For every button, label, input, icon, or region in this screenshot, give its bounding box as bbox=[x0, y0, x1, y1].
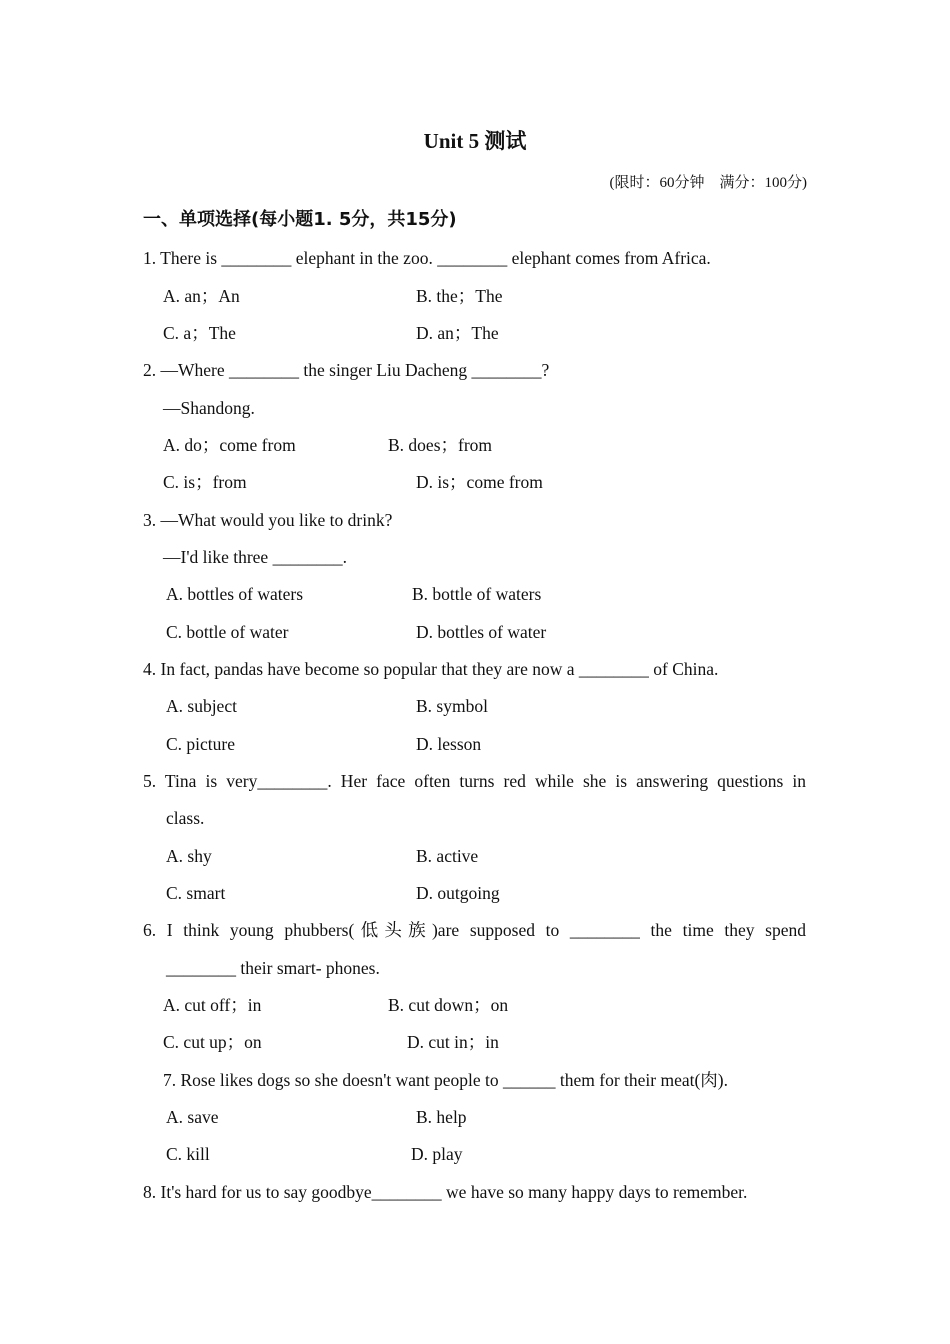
option-d: D. outgoing bbox=[416, 883, 500, 903]
option-a: A. bottles of waters bbox=[166, 584, 304, 604]
section-heading: 一、单项选择(每小题1. 5分，共15分) bbox=[143, 209, 457, 230]
question-stem: 4. In fact, pandas have become so popular that they are now a ________ of China. bbox=[143, 659, 719, 679]
option-c: C. cut up；on bbox=[163, 1032, 262, 1052]
question-stem: 8. It's hard for us to say goodbye________ we have so many happy days to remember. bbox=[143, 1182, 748, 1202]
option-c: C. bottle of water bbox=[166, 622, 289, 642]
option-d: D. lesson bbox=[416, 734, 482, 754]
question-stem: 3. —What would you like to drink? bbox=[143, 510, 393, 530]
question-stem: 6. I think young phubbers(低头族)are supposed to ________ the time they spend bbox=[143, 920, 806, 940]
option-b: B. help bbox=[416, 1107, 467, 1127]
question-stem-continued: class. bbox=[166, 808, 205, 828]
question-answer-line: —I'd like three ________. bbox=[163, 547, 347, 567]
page-title: Unit 5 测试 bbox=[423, 129, 527, 153]
option-c: C. kill bbox=[166, 1144, 210, 1164]
option-c: C. a；The bbox=[163, 323, 236, 343]
question-stem: 5. Tina is very________. Her face often turns red while she is answering questions in bbox=[143, 771, 806, 791]
option-d: D. bottles of water bbox=[416, 622, 547, 642]
option-c: C. smart bbox=[166, 883, 226, 903]
option-b: B. active bbox=[416, 846, 479, 866]
option-c: C. picture bbox=[166, 734, 236, 754]
option-a: A. an；An bbox=[163, 286, 240, 306]
option-a: A. subject bbox=[166, 696, 237, 716]
question-stem: 1. There is ________ elephant in the zoo. ________ elephant comes from Africa. bbox=[143, 248, 711, 268]
option-d: D. cut in；in bbox=[407, 1032, 499, 1052]
option-b: B. bottle of waters bbox=[412, 584, 542, 604]
option-c: C. is；from bbox=[163, 472, 247, 492]
option-a: A. cut off；in bbox=[163, 995, 262, 1015]
option-b: B. does；from bbox=[388, 435, 493, 455]
option-a: A. save bbox=[166, 1107, 219, 1127]
option-b: B. symbol bbox=[416, 696, 488, 716]
option-d: D. an；The bbox=[416, 323, 499, 343]
question-stem-continued: ________ their smart- phones. bbox=[166, 958, 380, 978]
question-stem: 7. Rose likes dogs so she doesn't want people to ______ them for their meat(肉). bbox=[163, 1070, 728, 1090]
option-b: B. cut down；on bbox=[388, 995, 509, 1015]
question-stem: 2. —Where ________ the singer Liu Dacheng ________? bbox=[143, 360, 550, 380]
time-score-info: (限时：60分钟 满分：100分) bbox=[609, 175, 807, 191]
option-b: B. the；The bbox=[416, 286, 503, 306]
option-d: D. is；come from bbox=[416, 472, 543, 492]
option-a: A. do；come from bbox=[163, 435, 296, 455]
question-answer-line: —Shandong. bbox=[163, 398, 255, 418]
option-a: A. shy bbox=[166, 846, 212, 866]
option-d: D. play bbox=[411, 1144, 463, 1164]
